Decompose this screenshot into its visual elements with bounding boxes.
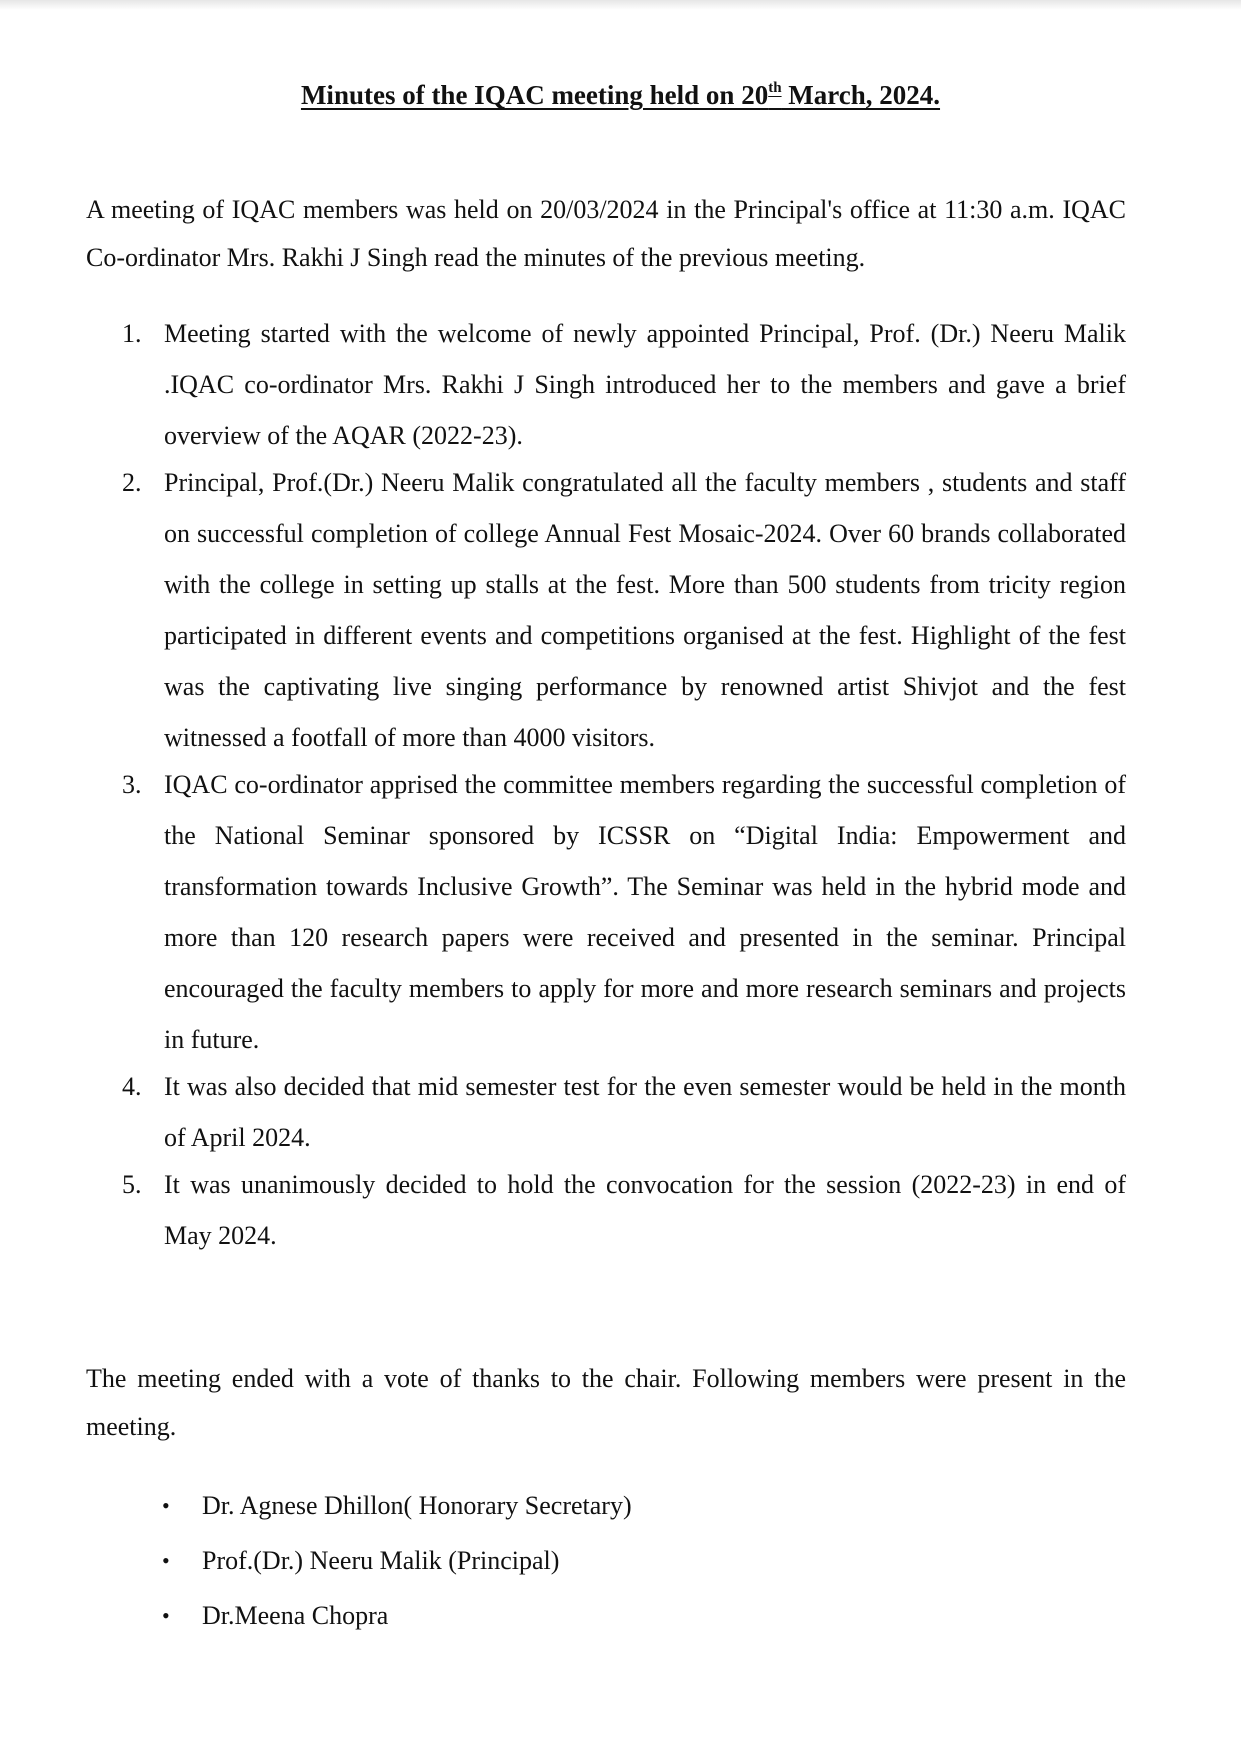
bullet-icon: •	[162, 1493, 170, 1518]
title-text	[301, 80, 940, 110]
member-item	[162, 1588, 632, 1643]
agenda-item-text: IQAC co-ordinator apprised the committee members regarding the successful completion of the National Seminar sponsored by ICSSR on “Digital India: Empowerment and transformation towards Inclusive Growth”. The Seminar was held in the hybrid mode and more than 120 research papers were received and presented in the seminar. Principal encouraged the faculty members to apply for more and more research seminars and projects in future.	[164, 770, 1126, 1054]
agenda-item-number: 5.	[122, 1170, 142, 1199]
member-name: Dr.Meena Chopra	[202, 1601, 389, 1630]
agenda-item-text: Meeting started with the welcome of newly appointed Principal, Prof. (Dr.) Neeru Malik .IQAC co-ordinator Mrs. Rakhi J Singh introduced her to the members and gave a brief overview of the AQAR (2022-23).	[164, 319, 1126, 450]
title-superscript: th	[768, 80, 782, 96]
agenda-item-3	[122, 759, 1126, 1065]
title-main: Minutes of the IQAC meeting held on 20	[300, 80, 769, 110]
agenda-list	[122, 308, 1126, 1261]
agenda-item-text: It was unanimously decided to hold the convocation for the session (2022-23) in end of May 2024.	[164, 1170, 1126, 1250]
agenda-item-number: 3.	[122, 770, 142, 799]
document-title	[0, 80, 1241, 111]
agenda-item-number: 2.	[122, 468, 142, 497]
bullet-icon: •	[162, 1603, 170, 1628]
agenda-item-number: 4.	[122, 1072, 142, 1101]
agenda-item-text: It was also decided that mid semester test for the even semester would be held in the month of April 2024.	[164, 1072, 1126, 1152]
agenda-item-text: Principal, Prof.(Dr.) Neeru Malik congratulated all the faculty members , students and staff on successful completion of college Annual Fest Mosaic-2024. Over 60 brands collaborated with the college in setting up stalls at the fest. More than 500 students from tricity region participated in different events and competitions organised at the fest. Highlight of the fest was the captivating live singing performance by renowned artist Shivjot and the fest witnessed a footfall of more than 4000 visitors.	[164, 468, 1126, 752]
member-name: Prof.(Dr.) Neeru Malik (Principal)	[202, 1546, 560, 1575]
agenda-item-5	[122, 1159, 1126, 1261]
member-item	[162, 1533, 632, 1588]
bullet-icon: •	[162, 1548, 170, 1573]
members-list	[162, 1478, 632, 1643]
agenda-item-4	[122, 1061, 1126, 1163]
agenda-item-number: 1.	[122, 319, 142, 348]
title-date: March, 2024.	[781, 80, 941, 110]
agenda-item-1	[122, 308, 1126, 461]
member-item	[162, 1478, 632, 1533]
agenda-item-2	[122, 457, 1126, 763]
intro-paragraph: A meeting of IQAC members was held on 20/03/2024 in the Principal's office at 11:30 a.m. IQAC Co-ordinator Mrs. Rakhi J Singh read the minutes of the previous meeting.	[86, 195, 1126, 272]
closing-paragraph: The meeting ended with a vote of thanks to the chair. Following members were present in the meeting.	[86, 1364, 1126, 1441]
member-name: Dr. Agnese Dhillon( Honorary Secretary)	[202, 1491, 632, 1520]
